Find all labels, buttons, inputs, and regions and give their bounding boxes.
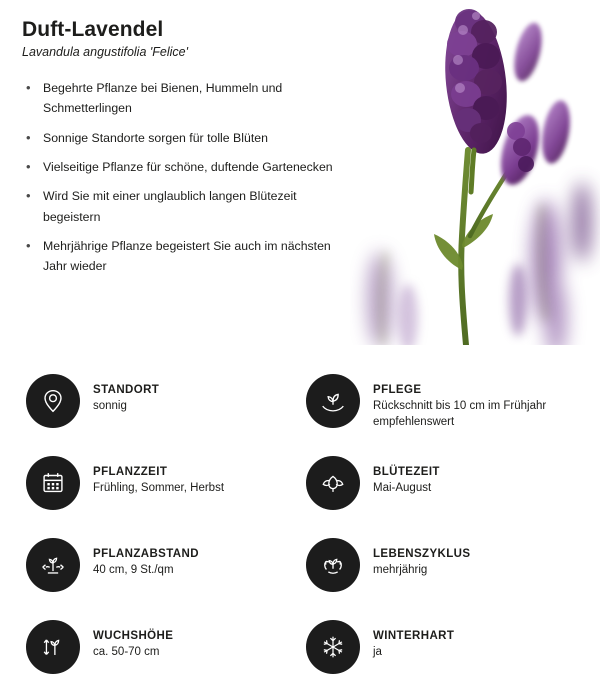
attribute-text	[373, 456, 440, 497]
lifecycle-arrows-icon	[306, 538, 360, 592]
feature-bullet-list	[22, 78, 352, 276]
list-item: • Vielseitige Pflanze für schöne, duftende Gartenecken	[22, 157, 352, 177]
plant-height-arrow-icon	[26, 620, 80, 674]
header-section	[0, 0, 600, 345]
attribute-pflanzabstand	[26, 538, 199, 592]
attribute-value: mehrjährig	[373, 564, 428, 577]
attribute-standort	[26, 374, 159, 428]
attribute-bluetezeit	[306, 456, 440, 510]
attribute-pflege	[306, 374, 588, 430]
attribute-label: PFLEGE	[373, 384, 422, 396]
location-pin-icon	[26, 374, 80, 428]
attribute-text	[93, 538, 199, 579]
attribute-winterhart	[306, 620, 454, 674]
attribute-text	[93, 374, 159, 415]
list-item: • Wird Sie mit einer unglaublich langen Blütezeit begeistern	[22, 186, 352, 227]
attribute-value: Mai-August	[373, 482, 432, 495]
list-item: • Sonnige Standorte sorgen für tolle Blüten	[22, 128, 352, 148]
plant-spacing-arrows-icon	[26, 538, 80, 592]
attribute-text	[373, 538, 470, 579]
attribute-lebenszyklus	[306, 538, 470, 592]
attribute-label: WUCHSHÖHE	[93, 630, 174, 642]
attribute-value: 40 cm, 9 St./qm	[93, 564, 174, 577]
attribute-text	[93, 620, 173, 661]
attribute-label: STANDORT	[93, 384, 160, 396]
attribute-wuchshoehe	[26, 620, 173, 674]
attributes-grid	[0, 352, 600, 700]
attribute-text	[373, 374, 588, 430]
botanical-name: Lavandula angustifolia 'Felice'	[22, 45, 188, 60]
attribute-label: WINTERHART	[373, 630, 455, 642]
blossom-icon	[306, 456, 360, 510]
attribute-value: sonnig	[93, 400, 127, 413]
attribute-value: Frühling, Sommer, Herbst	[93, 482, 225, 495]
attribute-pflanzzeit	[26, 456, 224, 510]
hand-seedling-icon	[306, 374, 360, 428]
attribute-value: Rückschnitt bis 10 cm im Frühjahr empfehlenswert	[373, 400, 547, 428]
attribute-value: ja	[373, 646, 382, 659]
attribute-label: PFLANZZEIT	[93, 466, 168, 478]
attribute-text	[373, 620, 454, 661]
list-item: • Mehrjährige Pflanze begeistert Sie auch im nächsten Jahr wieder	[22, 236, 352, 277]
attribute-label: PFLANZABSTAND	[93, 548, 199, 560]
plant-info-column	[22, 18, 352, 285]
attribute-value: ca. 50-70 cm	[93, 646, 160, 659]
attribute-text	[93, 456, 224, 497]
page-title: Duft-Lavendel	[22, 18, 164, 41]
list-item: • Begehrte Pflanze bei Bienen, Hummeln und Schmetterlingen	[22, 78, 352, 119]
lavender-photo	[350, 0, 600, 345]
attribute-label: BLÜTEZEIT	[373, 466, 440, 478]
attribute-label: LEBENSZYKLUS	[373, 548, 471, 560]
calendar-icon	[26, 456, 80, 510]
snowflake-icon	[306, 620, 360, 674]
